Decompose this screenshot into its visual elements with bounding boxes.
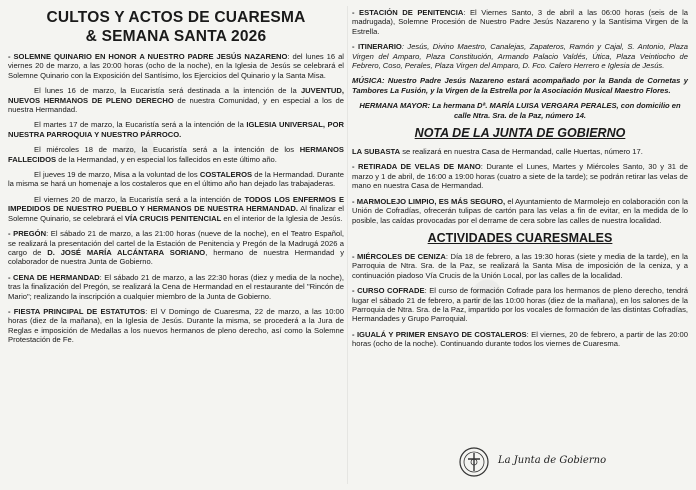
- quinario-paragraph: - SOLEMNE QUINARIO EN HONOR A NUESTRO PADRE JESÚS NAZARENO: del lunes 16 al viernes 20 de marzo, a las 20:00 horas (ocho de la noche), en la Iglesia de Jesús se celebrará el Solemne Quinario con la Exposición del Santísimo, los Ejercicios del Quinario y la Santa Misa.: [8, 52, 344, 80]
- itinerario-heading: - ITINERARIO: [352, 42, 402, 52]
- column-divider: [347, 6, 348, 484]
- signature-block: [458, 446, 618, 480]
- title-line-2: & SEMANA SANTA 2026: [85, 28, 267, 45]
- quinario-heading: - SOLEMNE QUINARIO EN HONOR A NUESTRO PADRE JESÚS NAZARENO: [8, 52, 288, 61]
- right-column: [352, 0, 688, 355]
- friday-paragraph: El viernes 20 de marzo, la Eucaristía será a la intención de TODOS LOS ENFERMOS E IMPEDIDOS DE NUESTRO PUEBLO Y HERMANOS DE NUESTRA HERMANDAD. Al finalizar el Solemne Quinario, se celebrará el VÍA CRUCIS PENITENCIAL en el interior de la Iglesia de Jesús.: [8, 194, 345, 223]
- pregon-heading: - PREGÓN: [8, 229, 47, 239]
- ceniza-paragraph: - MIÉRCOLES DE CENIZA: Día 18 de febrero, a las 19:30 horas (siete y media de la tarde), en la Parroquia de Ntra. Sra. de la Paz, se realizará la Santa Misa de imposición de la ceniza, y a continuación piadoso Vía Crucis de la Unión Local, por las calles de la localidad.: [352, 251, 688, 280]
- estacion-heading: - ESTACIÓN DE PENITENCIA: [352, 8, 464, 17]
- cena-heading: - CENA DE HERMANDAD: [8, 272, 100, 282]
- monday-paragraph: El lunes 16 de marzo, la Eucaristía será destinada a la intención de la JUVENTUD, NUEVOS HERMANOS DE PLENO DERECHO de nuestra Comunidad, y en especial a los de nuestra Hermandad.: [8, 86, 344, 115]
- velas-paragraph: - RETIRADA DE VELAS DE MANO: Durante el Lunes, Martes y Miércoles Santo, 30 y 31 de marzo y 1 de abril, de 16:00 a 19:00 horas (cuatro a siete de la tarde); se podrán retirar las velas de mano en nuestra Casa de Hermandad.: [352, 162, 688, 191]
- subasta-paragraph: LA SUBASTA se realizará en nuestra Casa de Hermandad, calle Huertas, número 17.: [352, 147, 643, 157]
- pregon-paragraph: - PREGÓN: El sábado 21 de marzo, a las 21:00 horas (nueve de la noche), en el Teatro Español, se realizará la presentación del cartel de la Estación de Penitencia y Pregón de la Madrugá 2026 a cargo de D. JOSÉ MARÍA ALCÁNTARA SORIANO, hermano de nuestra Hermandad y colaborador de nuestra Junta de Gobierno.: [8, 229, 344, 267]
- title-line-1: CULTOS Y ACTOS DE CUARESMA: [46, 9, 306, 26]
- marmolejo-paragraph: - MARMOLEJO LIMPIO, ES MÁS SEGURO, el Ayuntamiento de Marmolejo en colaboración con la Unión de Cofradías, ofrecerán tulipas de cartón para las velas a fin de evitar, en la medida de lo posible, las caídas provocadas por el derrame de cera sobre las calles de nuestra localidad.: [352, 196, 688, 225]
- wednesday-paragraph: El miércoles 18 de marzo, la Eucaristía será a la intención de los HERMANOS FALLECIDOS de la Hermandad, y en especial los fallecidos en este último año.: [8, 145, 344, 164]
- musica-paragraph: MÚSICA: Nuestro Padre Jesús Nazareno estará acompañado por la Banda de Cornetas y Tambores La Fusión, y la Virgen de la Estrella por la Asociación Musical Maestro Flores.: [352, 76, 688, 95]
- fiesta-heading: - FIESTA PRINCIPAL DE ESTATUTOS: [8, 306, 146, 316]
- nota-heading: NOTA DE LA JUNTA DE GOBIERNO: [414, 126, 626, 141]
- curso-paragraph: - CURSO COFRADE: El curso de formación Cofrade para los hermanos de pleno derecho, tendrá lugar el sábado 21 de febrero, a partir de las 10:00 horas (diez de la mañana), en los salones de la Parroquia de Ntra. Sra. de la Paz, impartido por los vocales de formación de las distintas Cofradías, Hermandades y Grupo Parroquial.: [352, 286, 689, 324]
- signature-text: La Junta de Gobierno: [498, 455, 607, 466]
- hermana-mayor-paragraph: HERMANA MAYOR: La hermana Dª. MARÍA LUISA VERGARA PERALES, con domicilio en calle Ntra. Sra. de la Paz, número 14.: [359, 101, 681, 120]
- seal-icon: [458, 446, 490, 478]
- cena-paragraph: - CENA DE HERMANDAD: El sábado 21 de marzo, a las 22:30 horas (diez y media de la noche), tras la finalización del Pregón, se realizará la Cena de Hermandad en el restaurante del "Rincón de Mario"; realizando la inscripción a cualquier miembro de la Junta de Gobierno.: [8, 272, 344, 301]
- thursday-paragraph: El jueves 19 de marzo, Misa a la voluntad de los COSTALEROS de la Hermandad. Durante la misma se hará un homenaje a los costaleros que en el último año han dejado las trabajaderas.: [8, 170, 344, 189]
- tuesday-paragraph: El martes 17 de marzo, la Eucaristía será a la intención de la IGLESIA UNIVERSAL, POR NUESTRA PARROQUIA Y NUESTRO PÁRROCO.: [8, 120, 344, 139]
- iguala-paragraph: - IGUALÁ Y PRIMER ENSAYO DE COSTALEROS: El viernes, 20 de febrero, a partir de las 20:00 horas (ocho de la noche). Continuando durante todos los viernes de Cuaresma.: [352, 329, 689, 349]
- itinerario-paragraph: - ITINERARIO: Jesús, Divino Maestro, Canalejas, Zapateros, Ramón y Cajal, S. Antonio, Plaza Virgen del Amparo, Plaza Constitución, Armando Palacio Valdés, Útica, Plaza Veintiocho de Febrero, Coso, Perales, Plaza Virgen del Amparo, D. Fco. Calero Herrero e Iglesia de Jesús.: [352, 42, 688, 71]
- left-column: [8, 0, 344, 351]
- fiesta-paragraph: - FIESTA PRINCIPAL DE ESTATUTOS: El V Domingo de Cuaresma, 22 de marzo, a las 10:00 horas (diez de la mañana), en la Iglesia de Jesús. Durante la misma, se procederá a la Jura de Reglas e imposición de Medallas a los nuevos hermanos de pleno derecho, así como la Solemne Protestación de Fe.: [8, 306, 344, 345]
- document-title: [8, 8, 344, 46]
- actividades-heading: ACTIVIDADES CUARESMALES: [427, 230, 613, 245]
- estacion-paragraph: - ESTACIÓN DE PENITENCIA: El Viernes Santo, 3 de abril a las 06:00 horas (seis de la madrugada), Solemne Procesión de Nuestro Padre Jesús Nazareno y la Santísima Virgen de la Estrella.: [352, 8, 688, 36]
